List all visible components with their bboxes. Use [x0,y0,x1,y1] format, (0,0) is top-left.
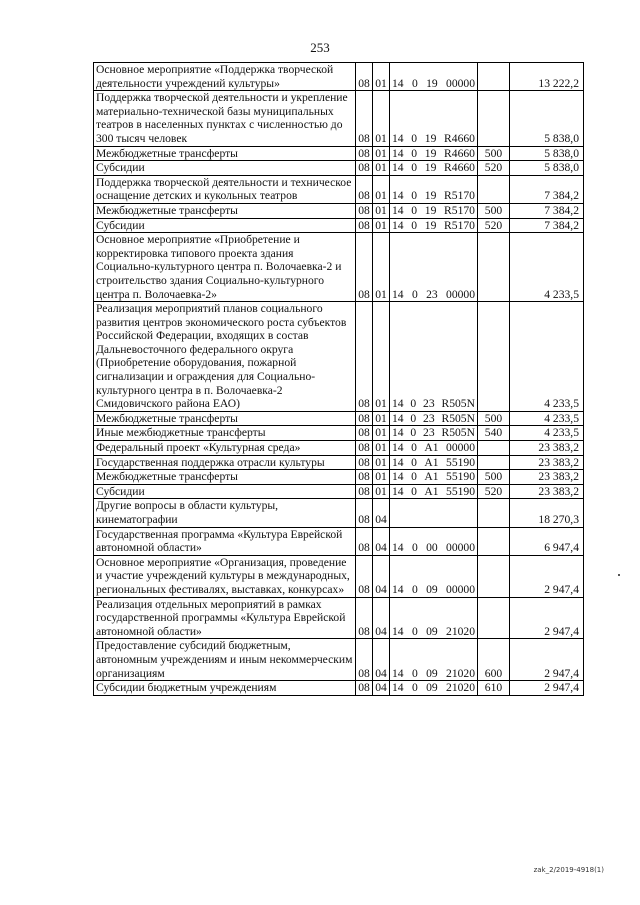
expense-type-code: 540 [478,426,510,441]
expense-type-code: 600 [478,639,510,681]
target-article-code [390,91,478,146]
section-code: 08 [356,681,373,696]
direction-code: 21020 [446,624,475,638]
direction-code: R4660 [444,161,475,175]
expense-type-code: 500 [478,203,510,218]
event-code: 19 [424,131,437,145]
direction-code: 00000 [446,541,475,555]
target-article-code [390,426,478,441]
target-article-code [390,455,478,470]
amount: 23 383,2 [510,484,584,499]
target-article-parts [390,132,477,146]
direction-code: 00000 [446,76,475,90]
direction-code: 21020 [446,681,475,695]
amount: 2 947,4 [510,681,584,696]
subprogram-code: 0 [411,189,418,203]
direction-code: R5170 [444,218,475,232]
table-row [94,302,584,412]
program-code: 14 [392,484,404,498]
program-code: 14 [392,470,404,484]
target-article-parts [390,667,477,681]
program-code: 14 [392,582,404,596]
event-code: A1 [424,455,439,469]
table-row [94,681,584,696]
table-row [94,91,584,146]
program-code: 14 [392,397,404,411]
amount: 7 384,2 [510,203,584,218]
section-code: 08 [356,175,373,203]
target-article-code [390,555,478,597]
target-article-parts [390,485,477,499]
direction-code: R505N [441,426,475,440]
event-code: A1 [424,484,439,498]
target-article-code [390,233,478,302]
table-row [94,499,584,527]
program-code: 14 [392,203,404,217]
event-code: 19 [424,189,437,203]
event-code: 19 [424,218,437,232]
subsection-code: 04 [373,527,390,555]
page-number: 253 [310,40,330,55]
target-article-code [390,302,478,412]
subsection-code: 01 [373,203,390,218]
event-code: 23 [426,287,438,301]
subsection-code: 04 [373,597,390,639]
direction-code: R4660 [444,131,475,145]
subsection-code: 01 [373,441,390,456]
subsection-code: 01 [373,233,390,302]
program-code: 14 [392,131,404,145]
section-code: 08 [356,146,373,161]
section-code: 08 [356,218,373,233]
row-name: Основное мероприятие «Организация, проведение и участие учреждений культуры в международных, региональных фестивалях, выставках, конкурсах» [94,555,356,597]
table-row [94,63,584,91]
direction-code: 21020 [446,666,475,680]
section-code: 08 [356,639,373,681]
subsection-code: 01 [373,411,390,426]
expense-type-code [478,499,510,527]
subprogram-code: 0 [410,411,417,425]
document-code: zak_2/2019-4918(1) [533,866,604,874]
expense-type-code: 520 [478,484,510,499]
section-code: 08 [356,484,373,499]
direction-code: R505N [441,397,475,411]
amount: 5 838,0 [510,91,584,146]
row-name: Иные межбюджетные трансферты [94,426,356,441]
direction-code: R5170 [444,189,475,203]
amount: 2 947,4 [510,597,584,639]
expense-type-code [478,597,510,639]
direction-code: R5170 [444,203,475,217]
section-code: 08 [356,441,373,456]
target-article-code [390,597,478,639]
event-code: 09 [426,681,438,695]
row-name: Поддержка творческой деятельности и укрепление материально-технической базы муниципальных театров в населенных пунктах с численностью до 300 тысяч человек [94,91,356,146]
target-article-parts [390,204,477,218]
section-code: 08 [356,555,373,597]
table-row [94,175,584,203]
row-name: Межбюджетные трансферты [94,470,356,485]
target-article-parts [390,541,477,555]
event-code: 23 [423,397,435,411]
amount: 6 947,4 [510,527,584,555]
row-name: Государственная программа «Культура Еврейской автономной области» [94,527,356,555]
section-code: 08 [356,426,373,441]
expense-type-code: 500 [478,411,510,426]
event-code: 19 [426,76,438,90]
amount: 23 383,2 [510,470,584,485]
target-article-code [390,175,478,203]
amount: 2 947,4 [510,639,584,681]
target-article-parts [390,583,477,597]
subprogram-code: 0 [411,218,418,232]
subprogram-code: 0 [411,203,418,217]
event-code: 19 [424,161,437,175]
program-code: 14 [392,161,404,175]
subsection-code: 01 [373,218,390,233]
program-code: 14 [392,624,404,638]
event-code: A1 [424,470,439,484]
subsection-code: 01 [373,455,390,470]
section-code: 08 [356,499,373,527]
target-article-code [390,484,478,499]
target-article-parts [390,426,477,440]
row-name: Субсидии [94,161,356,176]
subprogram-code: 0 [410,426,417,440]
amount: 2 947,4 [510,555,584,597]
subprogram-code: 0 [410,397,417,411]
subprogram-code: 0 [411,541,418,555]
program-code: 14 [392,541,404,555]
event-code: 09 [426,624,438,638]
budget-table [93,62,584,696]
event-code: A1 [424,441,439,455]
expense-type-code: 500 [478,146,510,161]
target-article-parts [390,456,477,470]
amount: 18 270,3 [510,499,584,527]
event-code: 23 [423,411,435,425]
row-name: Предоставление субсидий бюджетным, автономным учреждениям и иным некоммерческим организациям [94,639,356,681]
target-article-code [390,218,478,233]
target-article-parts [390,161,477,175]
direction-code: 55190 [446,470,475,484]
table-row [94,203,584,218]
subprogram-code: 0 [411,455,417,469]
subsection-code: 04 [373,555,390,597]
subsection-code: 01 [373,161,390,176]
subprogram-code: 0 [411,287,418,301]
target-article-code [390,499,478,527]
section-code: 08 [356,233,373,302]
target-article-parts [390,441,477,455]
section-code: 08 [356,203,373,218]
amount: 23 383,2 [510,441,584,456]
expense-type-code: 520 [478,161,510,176]
subsection-code: 04 [373,499,390,527]
program-code: 14 [392,455,404,469]
program-code: 14 [392,189,404,203]
budget-table-body [94,63,584,696]
amount: 7 384,2 [510,175,584,203]
target-article-parts [390,681,477,695]
amount: 4 233,5 [510,426,584,441]
target-article-parts [390,77,477,91]
subsection-code: 01 [373,146,390,161]
program-code: 14 [392,681,404,695]
subprogram-code: 0 [411,146,418,160]
table-row [94,597,584,639]
subprogram-code: 0 [411,484,417,498]
subprogram-code: 0 [411,131,418,145]
event-code: 19 [424,203,437,217]
subsection-code: 01 [373,302,390,412]
row-name: Субсидии [94,218,356,233]
row-name: Реализация мероприятий планов социального развития центров экономического роста субъектов Российской Федерации, входящих в состав Дальневосточного федерального округа (Приобретение оборудования, пожарной сигнализации и ограждения для Социально-культурного центра в п. Волочаевка-2 Смидовичского района ЕАО) [94,302,356,412]
target-article-parts [390,397,477,411]
row-name: Другие вопросы в области культуры, кинематографии [94,499,356,527]
amount: 7 384,2 [510,218,584,233]
target-article-parts [390,147,477,161]
subsection-code: 01 [373,426,390,441]
row-name: Межбюджетные трансферты [94,146,356,161]
subsection-code: 01 [373,63,390,91]
subprogram-code: 0 [411,624,418,638]
row-name: Субсидии [94,484,356,499]
row-name: Межбюджетные трансферты [94,203,356,218]
target-article-code [390,203,478,218]
direction-code: 55190 [446,455,475,469]
direction-code: 00000 [446,582,475,596]
target-article-code [390,470,478,485]
amount: 5 838,0 [510,146,584,161]
event-code: 19 [424,146,437,160]
program-code: 14 [392,411,404,425]
target-article-parts [390,189,477,203]
direction-code: R4660 [444,146,475,160]
row-name: Субсидии бюджетным учреждениям [94,681,356,696]
program-code: 14 [392,287,404,301]
expense-type-code [478,527,510,555]
subsection-code: 01 [373,470,390,485]
section-code: 08 [356,411,373,426]
target-article-code [390,441,478,456]
section-code: 08 [356,527,373,555]
table-row [94,639,584,681]
row-name: Государственная поддержка отрасли культуры [94,455,356,470]
table-row [94,455,584,470]
direction-code: 00000 [446,287,475,301]
table-row [94,233,584,302]
section-code: 08 [356,161,373,176]
subprogram-code: 0 [411,161,418,175]
amount: 4 233,5 [510,411,584,426]
target-article-parts [390,625,477,639]
program-code: 14 [392,426,404,440]
row-name: Межбюджетные трансферты [94,411,356,426]
target-article-code [390,681,478,696]
target-article-code [390,146,478,161]
expense-type-code [478,91,510,146]
table-row [94,426,584,441]
row-name: Поддержка творческой деятельности и техническое оснащение детских и кукольных театров [94,175,356,203]
subsection-code: 01 [373,175,390,203]
margin-mark [618,574,620,576]
target-article-code [390,639,478,681]
table-row [94,555,584,597]
subsection-code: 04 [373,639,390,681]
program-code: 14 [392,218,404,232]
expense-type-code [478,175,510,203]
table-row [94,527,584,555]
expense-type-code: 520 [478,218,510,233]
subprogram-code: 0 [411,470,417,484]
section-code: 08 [356,455,373,470]
direction-code: 55190 [446,484,475,498]
expense-type-code [478,441,510,456]
expense-type-code: 610 [478,681,510,696]
section-code: 08 [356,63,373,91]
subsection-code: 01 [373,91,390,146]
row-name: Основное мероприятие «Поддержка творческой деятельности учреждений культуры» [94,63,356,91]
target-article-parts [390,470,477,484]
amount: 23 383,2 [510,455,584,470]
table-row [94,470,584,485]
expense-type-code [478,302,510,412]
event-code: 00 [426,541,438,555]
direction-code: 00000 [446,441,475,455]
table-row [94,161,584,176]
subprogram-code: 0 [411,441,417,455]
expense-type-code [478,555,510,597]
program-code: 14 [392,441,404,455]
target-article-code [390,161,478,176]
table-row [94,146,584,161]
expense-type-code [478,455,510,470]
section-code: 08 [356,302,373,412]
target-article-parts [390,219,477,233]
section-code: 08 [356,470,373,485]
table-row [94,411,584,426]
target-article-code [390,63,478,91]
subprogram-code: 0 [411,666,418,680]
direction-code: R505N [441,411,475,425]
program-code: 14 [392,76,404,90]
event-code: 09 [426,582,438,596]
target-article-code [390,411,478,426]
expense-type-code: 500 [478,470,510,485]
amount: 13 222,2 [510,63,584,91]
row-name: Федеральный проект «Культурная среда» [94,441,356,456]
program-code: 14 [392,146,404,160]
table-row [94,484,584,499]
expense-type-code [478,63,510,91]
event-code: 23 [423,426,435,440]
program-code: 14 [392,666,404,680]
subprogram-code: 0 [411,582,418,596]
amount: 5 838,0 [510,161,584,176]
subsection-code: 04 [373,681,390,696]
amount: 4 233,5 [510,302,584,412]
section-code: 08 [356,597,373,639]
section-code: 08 [356,91,373,146]
table-row [94,218,584,233]
target-article-code [390,527,478,555]
subprogram-code: 0 [411,76,418,90]
expense-type-code [478,233,510,302]
subprogram-code: 0 [411,681,418,695]
table-row [94,441,584,456]
target-article-parts [390,412,477,426]
event-code: 09 [426,666,438,680]
row-name: Реализация отдельных мероприятий в рамках государственной программы «Культура Еврейской автономной области» [94,597,356,639]
amount: 4 233,5 [510,233,584,302]
subsection-code: 01 [373,484,390,499]
row-name: Основное мероприятие «Приобретение и корректировка типового проекта здания Социально-культурного центра п. Волочаевка-2 и строительство здания Социально-культурного центра п. Волочаевка-2» [94,233,356,302]
target-article-parts [390,288,477,302]
